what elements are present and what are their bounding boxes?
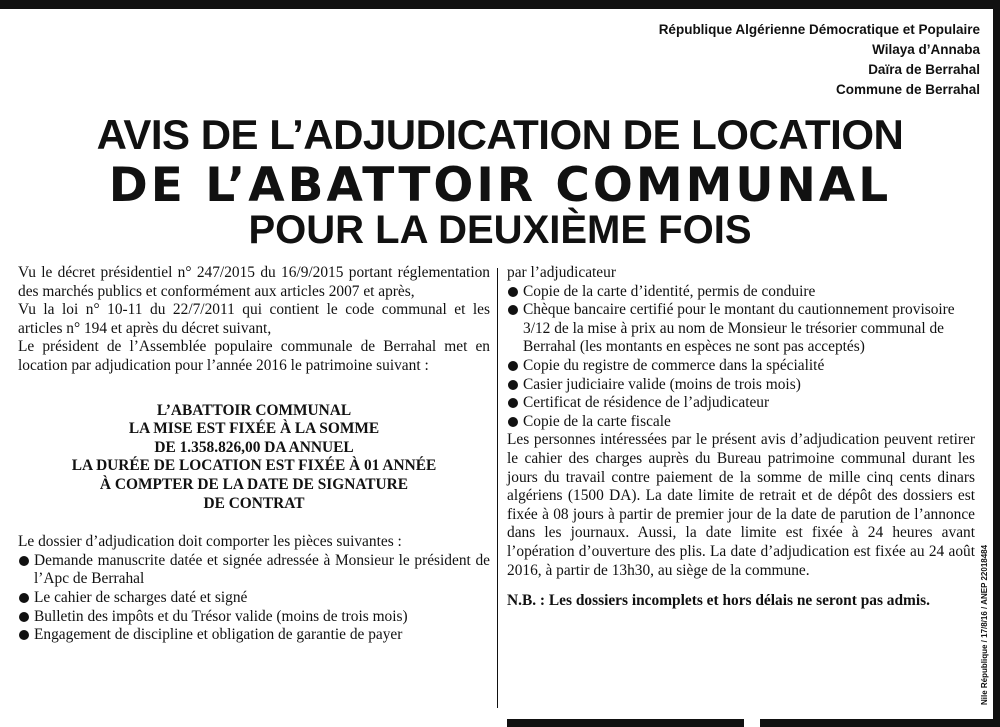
bullet-icon (508, 305, 518, 315)
list-item-text: Demande manuscrite datée et signée adressée à Monsieur le président de l’Apc de Berrahal (34, 551, 490, 588)
bottom-rule-right (760, 719, 993, 727)
continuation-text: par l’adjudicateur (507, 264, 616, 281)
bullet-icon (508, 361, 518, 371)
intro-decree: Vu le décret présidentiel n° 247/2015 du 16/9/2015 portant réglementation des marchés publics et conformément aux articles 2007 et après, (18, 264, 490, 300)
header-line-commune: Commune de Berrahal (835, 82, 980, 97)
list-item (18, 552, 490, 589)
list-item (507, 301, 975, 357)
bullet-icon (19, 556, 29, 566)
list-item (507, 376, 975, 395)
bullet-icon (508, 287, 518, 297)
header-line-daira: Daïra de Berrahal (868, 62, 980, 77)
intro-president: Le président de l’Assemblée populaire communale de Berrahal met en location par adjudication pour l’année 2016 le patrimoine suivant : (18, 338, 490, 374)
list-item-text: Le cahier de scharges daté et signé (34, 588, 248, 606)
list-item (507, 394, 975, 413)
header-line-republic: République Algérienne Démocratique et Populaire (658, 22, 980, 37)
notice-title-line2: DE L’ABATTOIR COMMUNAL (108, 158, 892, 213)
summary-line-1: L’ABATTOIR COMMUNAL (156, 401, 352, 419)
notice-title-line1: AVIS DE L’ADJUDICATION DE LOCATION (96, 111, 904, 158)
list-item (18, 589, 490, 608)
summary-line-2: LA MISE EST FIXÉE À LA SOMME (128, 420, 380, 438)
notice-title-line3: POUR LA DEUXIÈME FOIS (248, 208, 752, 252)
summary-line-4: LA DURÉE DE LOCATION EST FIXÉE À 01 ANNÉE (71, 457, 437, 475)
bullet-icon (19, 630, 29, 640)
summary-line-3: DE 1.358.826,00 DA ANNUEL (154, 438, 354, 456)
right-column (507, 264, 975, 611)
list-item (18, 608, 490, 627)
header-line-wilaya: Wilaya d’Annaba (872, 42, 980, 57)
bullet-icon (508, 398, 518, 408)
nb-note: N.B. : Les dossiers incomplets et hors délais ne seront pas admis. (507, 592, 930, 610)
bullet-icon (19, 593, 29, 603)
top-border-rule (0, 0, 1000, 9)
list-item (507, 283, 975, 302)
column-divider (497, 268, 498, 708)
bullet-icon (508, 380, 518, 390)
publication-credit: Nile République / 17/8/16 / ANEP 22018484 (980, 544, 989, 705)
summary-line-5: À COMPTER DE LA DATE DE SIGNATURE (99, 475, 409, 493)
summary-line-6: DE CONTRAT (203, 494, 305, 512)
list-item-text: Chèque bancaire certifié pour le montant du cautionnement provisoire 3/12 de la mise à prix au nom de Monsieur le trésorier communal de Berrahal (les montants en espèces ne sont pas acceptés) (523, 301, 955, 356)
procedure-paragraph: Les personnes intéressées par le présent avis d’adjudication peuvent retirer le cahier des charges auprès du Bureau patrimoine communal durant les jours du travail contre paiement de la somme de mille cinq cents dinars algériens (1500 DA). La date limite de retrait et de dépôt des dossiers est fixée à 08 jours à partir de premier jour de la date de parution de l’annonce dans les journaux. Aussi, la date limite est fixée à 24 heures avant l’opération d’ouverture des plis. La date d’adjudication est fixée au 24 août 2016, à partir de 13h30, au siège de la commune. (507, 431, 975, 579)
list-item-text: Copie du registre de commerce dans la spécialité (523, 356, 825, 374)
bottom-rule-left (507, 719, 744, 727)
list-item (507, 357, 975, 376)
list-item-text: Copie de la carte fiscale (523, 412, 671, 430)
auction-summary (18, 402, 490, 514)
list-item-text: Casier judiciaire valide (moins de trois mois) (523, 375, 801, 393)
right-border-rule (993, 0, 1000, 727)
bullet-icon (508, 417, 518, 427)
intro-law: Vu la loi n° 10-11 du 22/7/2011 qui contient le code communal et les articles n° 194 et après du décret suivant, (18, 301, 490, 337)
list-item (507, 413, 975, 432)
list-item-text: Bulletin des impôts et du Trésor valide (moins de trois mois) (34, 607, 408, 625)
dossier-intro: Le dossier d’adjudication doit comporter les pièces suivantes : (18, 533, 402, 551)
list-item (18, 626, 490, 645)
list-item-text: Engagement de discipline et obligation de garantie de payer (34, 626, 403, 644)
list-item-text: Certificat de résidence de l’adjudicateur (523, 394, 770, 412)
issuer-header (659, 20, 980, 100)
bullet-icon (19, 612, 29, 622)
left-column (18, 264, 490, 645)
list-item-text: Copie de la carte d’identité, permis de conduire (523, 282, 816, 300)
